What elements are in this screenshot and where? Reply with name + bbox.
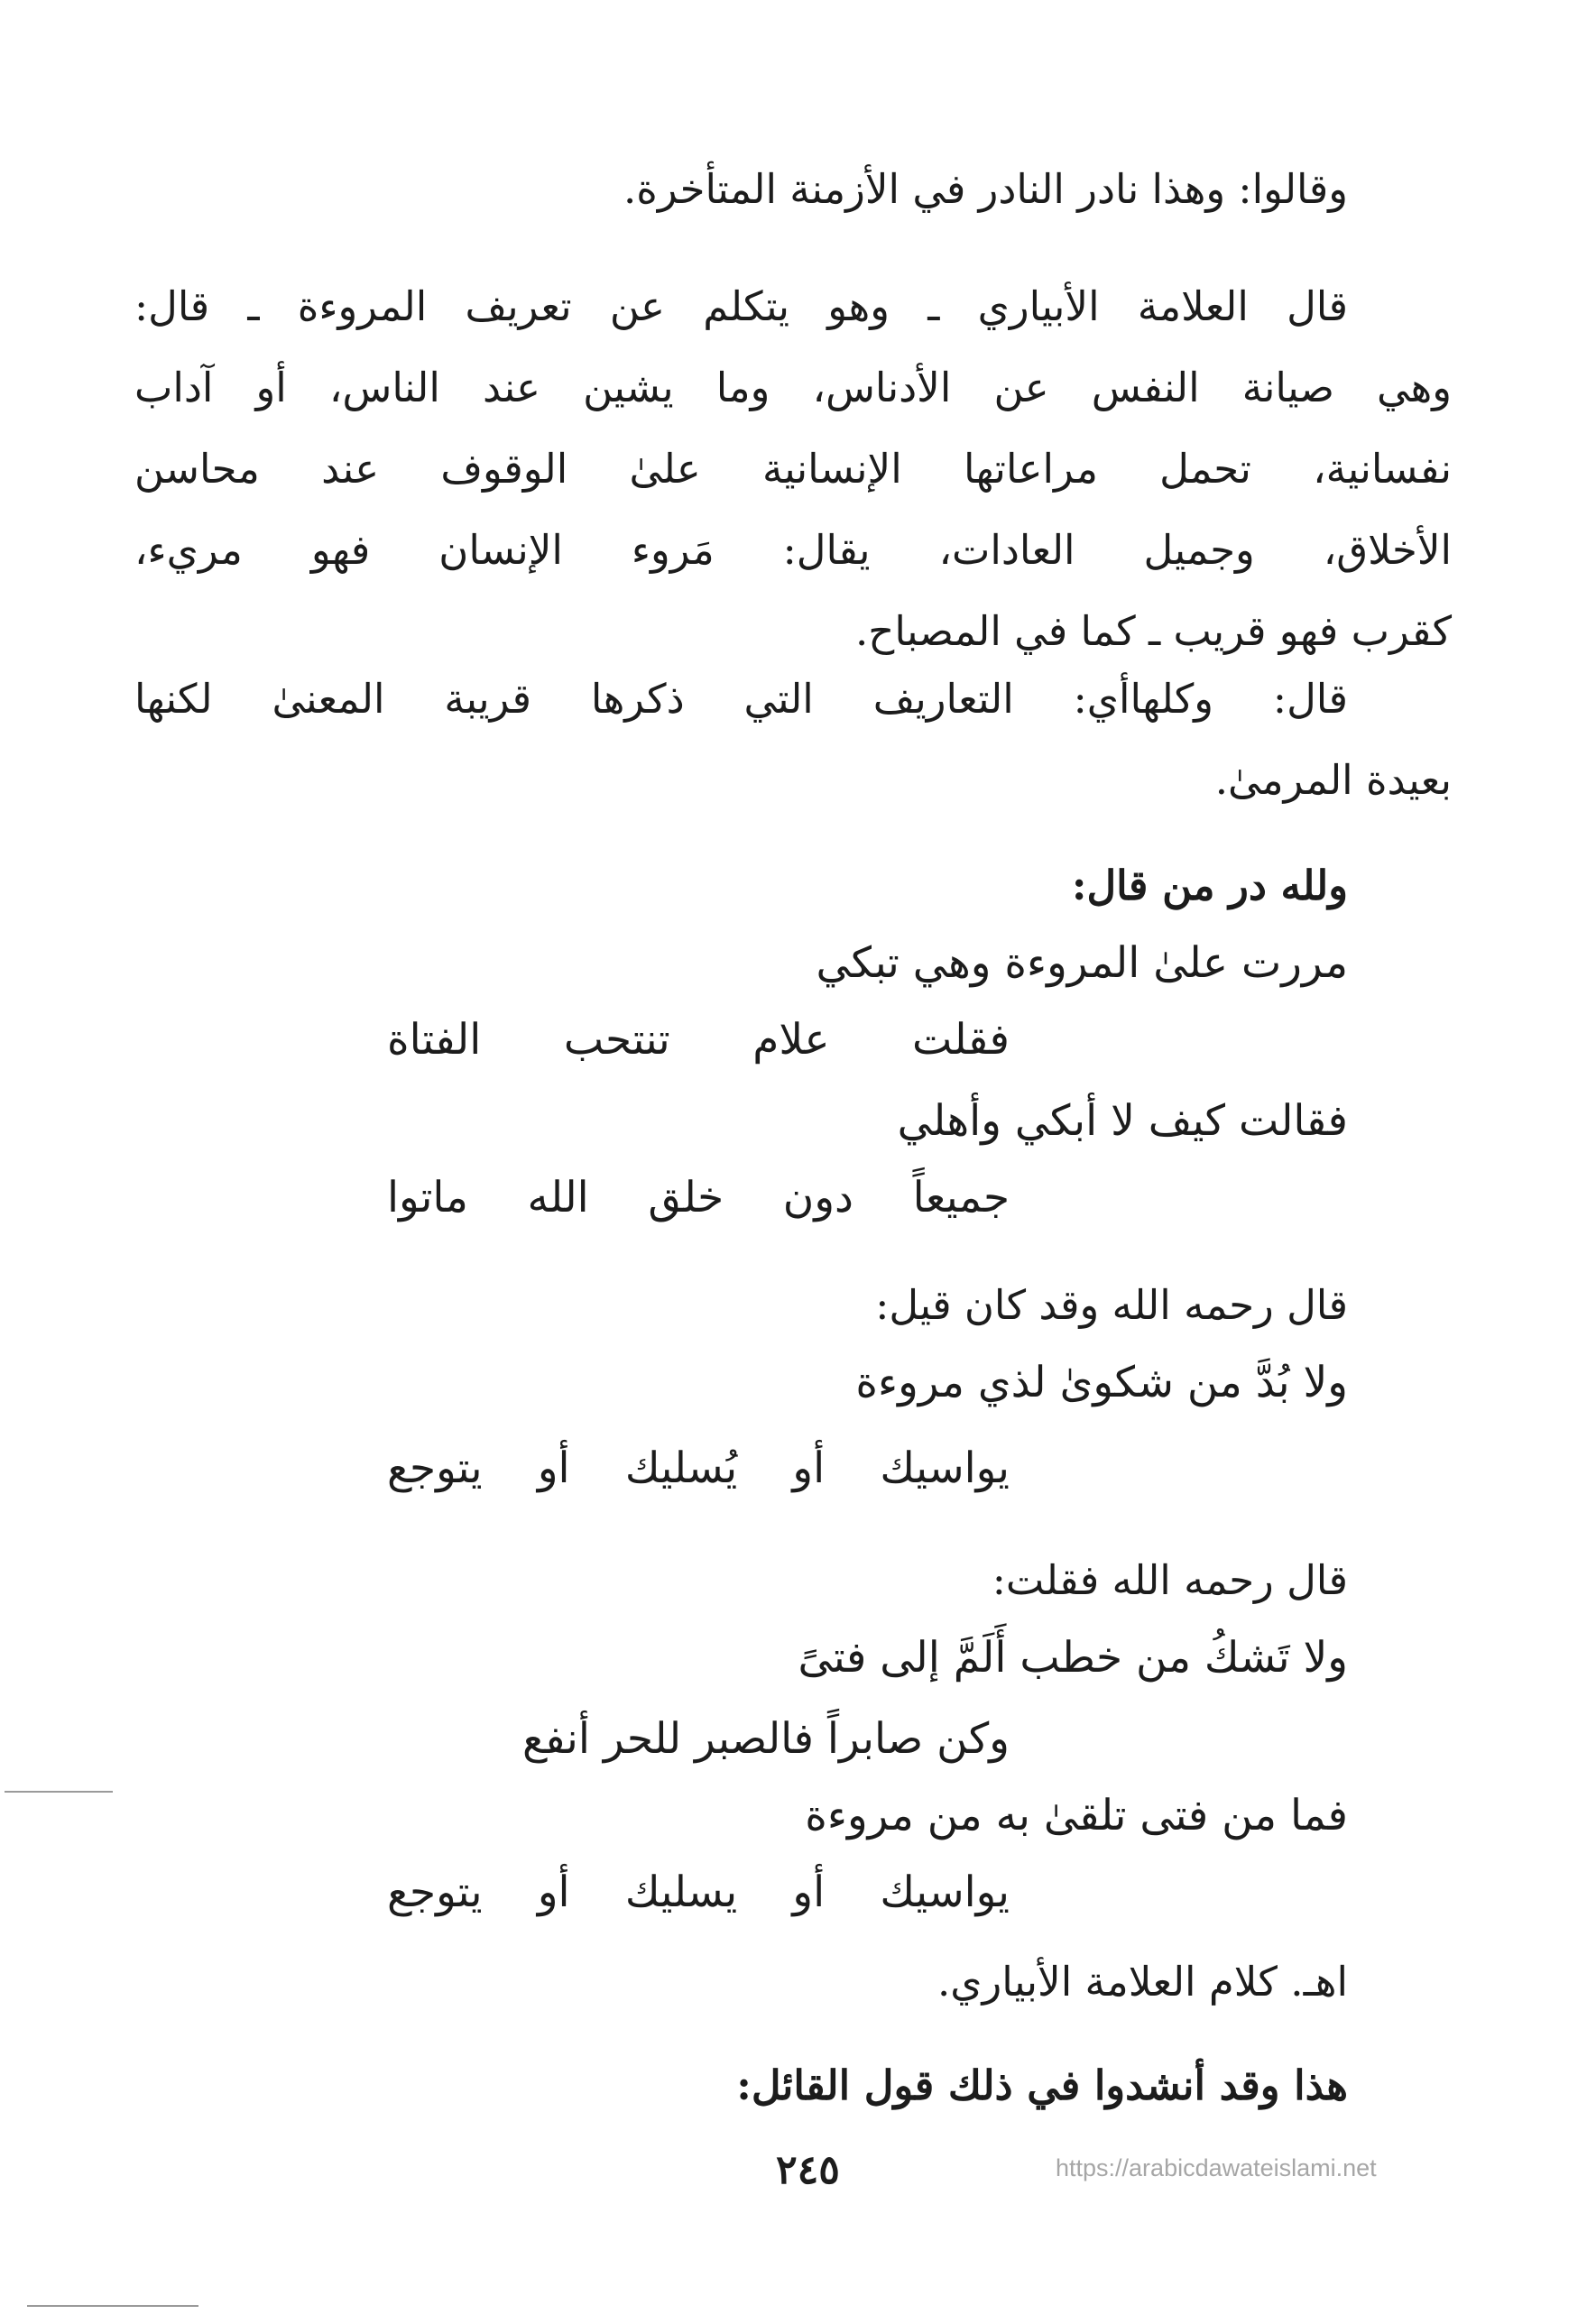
verse-line: فقلت علام تنتحب الفتاة	[387, 1015, 1010, 1065]
poem-intro: ولله در من قال:	[1071, 862, 1348, 909]
text-line: وهي صيانة النفس عن الأدناس، وما يشين عند الناس، أو آداب	[134, 364, 1452, 411]
text-line: الأخلاق، وجميل العادات، يقال: مَروء الإنسان فهو مريء،	[134, 526, 1452, 574]
scan-artifact	[27, 2305, 198, 2307]
verse-line: ولا بُدَّ من شكوىٰ لذي مروءة	[855, 1358, 1348, 1407]
text-line: كقرب فهو قريب ـ كما في المصباح.	[854, 607, 1452, 655]
poem-intro: قال رحمه الله وقد كان قيل:	[875, 1281, 1348, 1329]
verse-line: وكن صابراً فالصبر للحر أنفع	[522, 1714, 1010, 1764]
paragraph-2	[134, 266, 1452, 672]
paragraph-3	[134, 659, 1452, 821]
verse-line: مررت علىٰ المروءة وهي تبكي	[816, 938, 1348, 988]
text-line: قال العلامة الأبياري ـ وهو يتكلم عن تعريف المروءة ـ قال:	[134, 282, 1348, 330]
poem-intro: قال رحمه الله فقلت:	[992, 1556, 1348, 1604]
page-number: ٢٤٥	[776, 2147, 840, 2193]
text-line: وقالوا: وهذا نادر النادر في الأزمنة المتأخرة.	[623, 165, 1348, 213]
text-line: قال: وكلهاأي: التعاريف التي ذكرها قريبة المعنىٰ لكنها	[134, 675, 1348, 723]
scan-artifact	[5, 1791, 113, 1793]
text-line: نفسانية، تحمل مراعاتها الإنسانية علىٰ الوقوف عند محاسن	[134, 445, 1452, 493]
verse-line: يواسيك أو يُسليك أو يتوجع	[387, 1443, 1010, 1493]
verse-line: فما من فتى تلقىٰ به من مروءة	[805, 1791, 1348, 1840]
verse-line: يواسيك أو يسليك أو يتوجع	[387, 1868, 1010, 1917]
verse-line: فقالت كيف لا أبكي وأهلي	[897, 1096, 1348, 1146]
source-watermark: https://arabicdawateislami.net	[1056, 2154, 1377, 2181]
verse-line: جميعاً دون خلق الله ماتوا	[387, 1173, 1010, 1222]
closing-line: اهـ. كلام العلامة الأبياري.	[937, 1958, 1348, 2006]
final-line: هذا وقد أنشدوا في ذلك قول القائل:	[736, 2061, 1348, 2109]
verse-line: ولا تَشكُ من خطب أَلَمَّ إلى فتىً	[798, 1633, 1348, 1683]
text-line: بعيدة المرمىٰ.	[1214, 756, 1452, 804]
paragraph-1	[134, 149, 1452, 230]
